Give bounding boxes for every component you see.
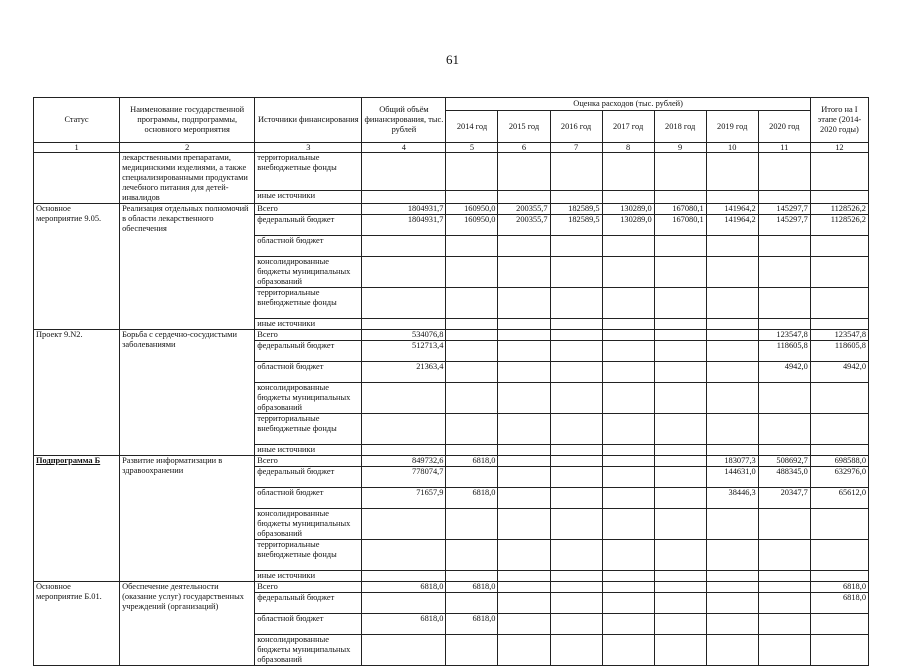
- total-volume-cell: [362, 383, 446, 414]
- year-value-cell: [602, 236, 654, 257]
- year-value-cell: 130289,0: [602, 204, 654, 215]
- year-value-cell: [602, 414, 654, 445]
- status-cell: [34, 456, 120, 582]
- column-number: 9: [654, 143, 706, 153]
- year-value-cell: [602, 319, 654, 330]
- total-volume-cell: 21363,4: [362, 362, 446, 383]
- status-label: Проект 9.N2.: [36, 330, 83, 339]
- year-value-cell: 4942,0: [758, 362, 810, 383]
- header-year: 2020 год: [758, 111, 810, 143]
- header-total-volume: Общий объём финансирования, тыс. рублей: [362, 98, 446, 143]
- year-value-cell: [654, 509, 706, 540]
- source-cell: федеральный бюджет: [255, 593, 362, 614]
- year-value-cell: [550, 190, 602, 203]
- header-estimate: Оценка расходов (тыс. рублей): [446, 98, 810, 111]
- stage-total-cell: [810, 540, 868, 571]
- year-value-cell: [550, 488, 602, 509]
- year-value-cell: [498, 341, 550, 362]
- source-cell: федеральный бюджет: [255, 467, 362, 488]
- year-value-cell: 130289,0: [602, 215, 654, 236]
- year-value-cell: [706, 257, 758, 288]
- stage-total-cell: [810, 257, 868, 288]
- year-value-cell: [550, 330, 602, 341]
- year-value-cell: [550, 257, 602, 288]
- total-volume-cell: [362, 153, 446, 191]
- status-label: Основное мероприятие 9.05.: [36, 204, 102, 223]
- program-name-cell: Обеспечение деятельности (оказание услуг) государственных учреждений (организаций): [120, 582, 255, 666]
- source-cell: Всего: [255, 330, 362, 341]
- year-value-cell: [654, 582, 706, 593]
- year-value-cell: [550, 614, 602, 635]
- year-value-cell: [446, 383, 498, 414]
- year-value-cell: [654, 383, 706, 414]
- year-value-cell: [498, 635, 550, 666]
- year-value-cell: [654, 153, 706, 191]
- total-volume-cell: [362, 257, 446, 288]
- year-value-cell: [602, 445, 654, 456]
- stage-total-cell: 632976,0: [810, 467, 868, 488]
- year-value-cell: [758, 445, 810, 456]
- year-value-cell: [758, 236, 810, 257]
- column-number: 7: [550, 143, 602, 153]
- year-value-cell: [550, 571, 602, 582]
- year-value-cell: [446, 571, 498, 582]
- year-value-cell: [602, 153, 654, 191]
- year-value-cell: [602, 190, 654, 203]
- year-value-cell: [446, 257, 498, 288]
- stage-total-cell: 6818,0: [810, 582, 868, 593]
- year-value-cell: [498, 319, 550, 330]
- year-value-cell: [602, 330, 654, 341]
- year-value-cell: [446, 509, 498, 540]
- year-value-cell: 488345,0: [758, 467, 810, 488]
- year-value-cell: [498, 445, 550, 456]
- column-number: 5: [446, 143, 498, 153]
- year-value-cell: [550, 341, 602, 362]
- table-row: [34, 330, 869, 341]
- year-value-cell: 20347,7: [758, 488, 810, 509]
- year-value-cell: 141964,2: [706, 204, 758, 215]
- year-value-cell: [498, 153, 550, 191]
- header-year: 2017 год: [602, 111, 654, 143]
- year-value-cell: [602, 288, 654, 319]
- year-value-cell: [498, 236, 550, 257]
- status-label: Основное мероприятие Б.01.: [36, 582, 102, 601]
- program-name-cell: Развитие информатизации в здравоохранении: [120, 456, 255, 582]
- year-value-cell: 145297,7: [758, 204, 810, 215]
- source-cell: территориальные внебюджетные фонды: [255, 288, 362, 319]
- source-cell: Всего: [255, 456, 362, 467]
- table-row: [34, 582, 869, 593]
- year-value-cell: [446, 414, 498, 445]
- stage-total-cell: 6818,0: [810, 593, 868, 614]
- header-year: 2014 год: [446, 111, 498, 143]
- year-value-cell: [602, 467, 654, 488]
- stage-total-cell: [810, 445, 868, 456]
- source-cell: федеральный бюджет: [255, 341, 362, 362]
- stage-total-cell: [810, 509, 868, 540]
- table-row: [34, 153, 869, 191]
- year-value-cell: [602, 593, 654, 614]
- year-value-cell: [654, 288, 706, 319]
- year-value-cell: [654, 571, 706, 582]
- header-year: 2016 год: [550, 111, 602, 143]
- year-value-cell: [550, 362, 602, 383]
- year-value-cell: [758, 190, 810, 203]
- year-value-cell: [498, 488, 550, 509]
- stage-total-cell: [810, 614, 868, 635]
- year-value-cell: [550, 236, 602, 257]
- year-value-cell: [498, 467, 550, 488]
- source-cell: консолидированные бюджеты муниципальных образований: [255, 509, 362, 540]
- year-value-cell: [706, 362, 758, 383]
- column-number: 11: [758, 143, 810, 153]
- year-value-cell: [602, 488, 654, 509]
- year-value-cell: [550, 445, 602, 456]
- stage-total-cell: 65612,0: [810, 488, 868, 509]
- year-value-cell: [550, 540, 602, 571]
- year-value-cell: [498, 330, 550, 341]
- year-value-cell: [602, 540, 654, 571]
- year-value-cell: [758, 414, 810, 445]
- source-cell: областной бюджет: [255, 236, 362, 257]
- header-year: 2018 год: [654, 111, 706, 143]
- year-value-cell: 118605,8: [758, 341, 810, 362]
- column-number: 6: [498, 143, 550, 153]
- year-value-cell: [706, 445, 758, 456]
- year-value-cell: 160950,0: [446, 215, 498, 236]
- year-value-cell: [498, 582, 550, 593]
- year-value-cell: [446, 288, 498, 319]
- program-name-cell: Реализация отдельных полномочий в области лекарственного обеспечения: [120, 204, 255, 330]
- year-value-cell: [550, 593, 602, 614]
- year-value-cell: [550, 383, 602, 414]
- year-value-cell: [602, 614, 654, 635]
- source-cell: иные источники: [255, 190, 362, 203]
- year-value-cell: [758, 153, 810, 191]
- year-value-cell: [758, 319, 810, 330]
- year-value-cell: [446, 445, 498, 456]
- total-volume-cell: [362, 540, 446, 571]
- column-number: 12: [810, 143, 868, 153]
- total-volume-cell: [362, 414, 446, 445]
- year-value-cell: [446, 593, 498, 614]
- year-value-cell: [446, 540, 498, 571]
- year-value-cell: 167080,1: [654, 215, 706, 236]
- total-volume-cell: 512713,4: [362, 341, 446, 362]
- year-value-cell: [706, 341, 758, 362]
- year-value-cell: [498, 593, 550, 614]
- year-value-cell: [602, 362, 654, 383]
- column-number: 8: [602, 143, 654, 153]
- year-value-cell: [602, 635, 654, 666]
- year-value-cell: [654, 236, 706, 257]
- year-value-cell: [706, 236, 758, 257]
- year-value-cell: [758, 288, 810, 319]
- year-value-cell: [654, 467, 706, 488]
- status-cell: [34, 153, 120, 204]
- year-value-cell: [550, 319, 602, 330]
- year-value-cell: [446, 362, 498, 383]
- year-value-cell: [498, 414, 550, 445]
- year-value-cell: 160950,0: [446, 204, 498, 215]
- year-value-cell: [654, 414, 706, 445]
- year-value-cell: [498, 288, 550, 319]
- year-value-cell: [706, 582, 758, 593]
- year-value-cell: [602, 341, 654, 362]
- year-value-cell: [706, 593, 758, 614]
- status-cell: [34, 582, 120, 666]
- program-name-cell: Борьба с сердечно-сосудистыми заболеваниями: [120, 330, 255, 456]
- total-volume-cell: [362, 593, 446, 614]
- year-value-cell: [550, 509, 602, 540]
- year-value-cell: [706, 330, 758, 341]
- year-value-cell: [498, 190, 550, 203]
- total-volume-cell: 1804931,7: [362, 215, 446, 236]
- year-value-cell: [654, 635, 706, 666]
- year-value-cell: [602, 456, 654, 467]
- year-value-cell: [758, 383, 810, 414]
- total-volume-cell: [362, 445, 446, 456]
- total-volume-cell: 1804931,7: [362, 204, 446, 215]
- program-name-cell: лекарственными препаратами, медицинскими изделиями, а также специализированными продуктами лечебного питания для детей-инвалидов: [120, 153, 255, 204]
- source-cell: территориальные внебюджетные фонды: [255, 540, 362, 571]
- stage-total-cell: [810, 319, 868, 330]
- column-number: 2: [120, 143, 255, 153]
- source-cell: Всего: [255, 204, 362, 215]
- total-volume-cell: 778074,7: [362, 467, 446, 488]
- year-value-cell: [550, 414, 602, 445]
- year-value-cell: [706, 509, 758, 540]
- year-value-cell: 141964,2: [706, 215, 758, 236]
- source-cell: областной бюджет: [255, 614, 362, 635]
- stage-total-cell: 4942,0: [810, 362, 868, 383]
- year-value-cell: [706, 540, 758, 571]
- year-value-cell: [706, 288, 758, 319]
- year-value-cell: 200355,7: [498, 204, 550, 215]
- year-value-cell: [446, 319, 498, 330]
- year-value-cell: [498, 571, 550, 582]
- year-value-cell: [654, 614, 706, 635]
- year-value-cell: 6818,0: [446, 456, 498, 467]
- source-cell: консолидированные бюджеты муниципальных образований: [255, 383, 362, 414]
- year-value-cell: [654, 257, 706, 288]
- year-value-cell: 200355,7: [498, 215, 550, 236]
- year-value-cell: 144631,0: [706, 467, 758, 488]
- total-volume-cell: 534076,8: [362, 330, 446, 341]
- year-value-cell: [550, 582, 602, 593]
- year-value-cell: [550, 153, 602, 191]
- year-value-cell: [602, 257, 654, 288]
- year-value-cell: [654, 488, 706, 509]
- year-value-cell: 182589,5: [550, 204, 602, 215]
- year-value-cell: [706, 190, 758, 203]
- year-value-cell: [446, 635, 498, 666]
- year-value-cell: [446, 341, 498, 362]
- stage-total-cell: [810, 635, 868, 666]
- header-stage-total: Итого на I этапе (2014-2020 годы): [810, 98, 868, 143]
- source-cell: консолидированные бюджеты муниципальных образований: [255, 257, 362, 288]
- column-number: 4: [362, 143, 446, 153]
- year-value-cell: 6818,0: [446, 582, 498, 593]
- year-value-cell: [550, 635, 602, 666]
- total-volume-cell: 849732,6: [362, 456, 446, 467]
- status-cell: [34, 330, 120, 456]
- year-value-cell: [498, 509, 550, 540]
- year-value-cell: 6818,0: [446, 614, 498, 635]
- year-value-cell: [498, 257, 550, 288]
- column-number: 1: [34, 143, 120, 153]
- stage-total-cell: [810, 383, 868, 414]
- stage-total-cell: 1128526,2: [810, 215, 868, 236]
- total-volume-cell: [362, 190, 446, 203]
- year-value-cell: [654, 456, 706, 467]
- stage-total-cell: [810, 190, 868, 203]
- table-body: [34, 153, 869, 666]
- year-value-cell: 123547,8: [758, 330, 810, 341]
- year-value-cell: [706, 153, 758, 191]
- year-value-cell: [602, 509, 654, 540]
- source-cell: иные источники: [255, 571, 362, 582]
- year-value-cell: [654, 540, 706, 571]
- source-cell: федеральный бюджет: [255, 215, 362, 236]
- page-number: 61: [446, 52, 459, 67]
- stage-total-cell: [810, 288, 868, 319]
- year-value-cell: [602, 582, 654, 593]
- year-value-cell: [758, 582, 810, 593]
- table-header: [34, 98, 869, 153]
- stage-total-cell: 118605,8: [810, 341, 868, 362]
- total-volume-cell: [362, 635, 446, 666]
- year-value-cell: [758, 614, 810, 635]
- year-value-cell: [602, 383, 654, 414]
- year-value-cell: [498, 456, 550, 467]
- year-value-cell: [706, 635, 758, 666]
- source-cell: иные источники: [255, 319, 362, 330]
- year-value-cell: [758, 257, 810, 288]
- total-volume-cell: [362, 288, 446, 319]
- status-cell: [34, 204, 120, 330]
- status-label: Подпрограмма Б: [36, 456, 101, 465]
- stage-total-cell: 698588,0: [810, 456, 868, 467]
- year-value-cell: [446, 153, 498, 191]
- year-value-cell: [706, 571, 758, 582]
- year-value-cell: 38446,3: [706, 488, 758, 509]
- year-value-cell: [498, 540, 550, 571]
- year-value-cell: [498, 383, 550, 414]
- total-volume-cell: 71657,9: [362, 488, 446, 509]
- year-value-cell: [654, 330, 706, 341]
- year-value-cell: [758, 509, 810, 540]
- table-row: [34, 204, 869, 215]
- year-value-cell: [758, 571, 810, 582]
- year-value-cell: [498, 614, 550, 635]
- source-cell: Всего: [255, 582, 362, 593]
- year-value-cell: [654, 362, 706, 383]
- total-volume-cell: 6818,0: [362, 614, 446, 635]
- source-cell: иные источники: [255, 445, 362, 456]
- stage-total-cell: [810, 153, 868, 191]
- year-value-cell: [446, 236, 498, 257]
- total-volume-cell: [362, 571, 446, 582]
- header-sources: Источники финансирования: [255, 98, 362, 143]
- year-value-cell: [758, 540, 810, 571]
- header-status: Статус: [34, 98, 120, 143]
- year-value-cell: [706, 383, 758, 414]
- source-cell: территориальные внебюджетные фонды: [255, 414, 362, 445]
- year-value-cell: 167080,1: [654, 204, 706, 215]
- stage-total-cell: 1128526,2: [810, 204, 868, 215]
- year-value-cell: [758, 635, 810, 666]
- year-value-cell: [706, 414, 758, 445]
- stage-total-cell: [810, 236, 868, 257]
- stage-total-cell: [810, 571, 868, 582]
- year-value-cell: [654, 341, 706, 362]
- year-value-cell: [550, 467, 602, 488]
- table-row: [34, 456, 869, 467]
- stage-total-cell: 123547,8: [810, 330, 868, 341]
- year-value-cell: [758, 593, 810, 614]
- total-volume-cell: 6818,0: [362, 582, 446, 593]
- year-value-cell: [706, 614, 758, 635]
- year-value-cell: 183077,3: [706, 456, 758, 467]
- year-value-cell: [654, 190, 706, 203]
- year-value-cell: [706, 319, 758, 330]
- source-cell: областной бюджет: [255, 362, 362, 383]
- total-volume-cell: [362, 236, 446, 257]
- source-cell: территориальные внебюджетные фонды: [255, 153, 362, 191]
- year-value-cell: [550, 456, 602, 467]
- year-value-cell: 145297,7: [758, 215, 810, 236]
- year-value-cell: [446, 467, 498, 488]
- year-value-cell: [498, 362, 550, 383]
- column-number: 10: [706, 143, 758, 153]
- budget-table: [33, 97, 869, 666]
- year-value-cell: 182589,5: [550, 215, 602, 236]
- source-cell: консолидированные бюджеты муниципальных образований: [255, 635, 362, 666]
- year-value-cell: [446, 190, 498, 203]
- year-value-cell: [602, 571, 654, 582]
- header-name: Наименование государственной программы, подпрограммы, основного мероприятия: [120, 98, 255, 143]
- header-year: 2019 год: [706, 111, 758, 143]
- year-value-cell: [654, 319, 706, 330]
- header-year: 2015 год: [498, 111, 550, 143]
- year-value-cell: [654, 445, 706, 456]
- total-volume-cell: [362, 319, 446, 330]
- year-value-cell: 508692,7: [758, 456, 810, 467]
- total-volume-cell: [362, 509, 446, 540]
- column-number: 3: [255, 143, 362, 153]
- year-value-cell: 6818,0: [446, 488, 498, 509]
- source-cell: областной бюджет: [255, 488, 362, 509]
- year-value-cell: [550, 288, 602, 319]
- stage-total-cell: [810, 414, 868, 445]
- year-value-cell: [654, 593, 706, 614]
- year-value-cell: [446, 330, 498, 341]
